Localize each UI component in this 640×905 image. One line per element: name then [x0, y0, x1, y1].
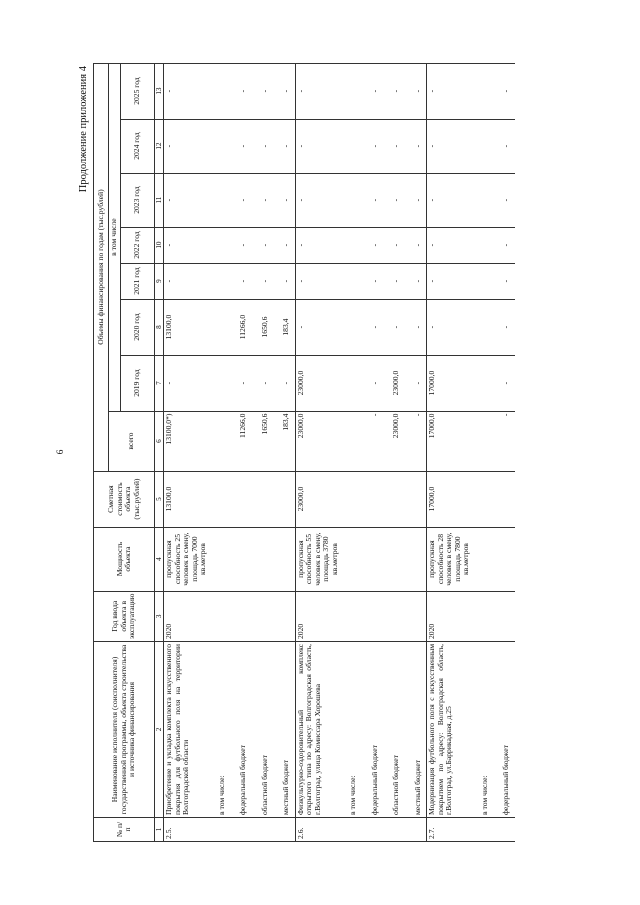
commission-year: 2020	[427, 591, 472, 641]
empty-cell	[383, 527, 405, 591]
header-capacity: Мощность объекта	[94, 527, 155, 591]
budget-year-value: 11266,0	[230, 299, 252, 355]
budget-row	[383, 63, 405, 841]
empty-cell	[273, 818, 295, 842]
empty-cell	[230, 818, 252, 842]
header-year: 2024 год	[121, 119, 155, 173]
budget-total: 23000,0	[383, 411, 405, 471]
empty-cell	[230, 527, 252, 591]
budget-year-value: -	[362, 63, 384, 119]
table-body	[164, 63, 515, 841]
header-estimate: Сметная стоимость объекта (тыс.рублей)	[94, 471, 155, 527]
header-num: № п/п	[94, 818, 155, 842]
header-year-commission: Год ввода объекта в эксплуатацию	[94, 591, 155, 641]
year-value: -	[427, 299, 472, 355]
including-label: в том числе:	[472, 642, 494, 818]
empty-cell	[340, 63, 362, 119]
header-year: 2022 год	[121, 227, 155, 263]
column-number: 10	[155, 227, 164, 263]
budget-year-value: -	[362, 263, 384, 299]
empty-cell	[230, 591, 252, 641]
empty-cell	[340, 227, 362, 263]
budget-total: 1650,6	[252, 411, 274, 471]
empty-cell	[340, 411, 362, 471]
budget-year-value: -	[405, 173, 427, 227]
year-value: -	[295, 119, 340, 173]
budget-year-value: -	[383, 119, 405, 173]
rotated-page-content	[56, 62, 640, 842]
empty-cell	[340, 263, 362, 299]
budget-year-value: -	[273, 173, 295, 227]
empty-cell	[383, 818, 405, 842]
empty-cell	[472, 263, 494, 299]
year-value: -	[295, 263, 340, 299]
year-value: -	[295, 227, 340, 263]
budget-year-value: 23000,0	[383, 355, 405, 411]
header-including: в том числе	[109, 63, 121, 411]
empty-cell	[340, 818, 362, 842]
including-row	[472, 63, 494, 841]
budget-year-value: 1650,6	[252, 299, 274, 355]
total-financing: 23000,0	[295, 411, 340, 471]
budget-year-value: -	[405, 299, 427, 355]
including-row	[340, 63, 362, 841]
header-year: 2023 год	[121, 173, 155, 227]
budget-year-value: -	[362, 227, 384, 263]
empty-cell	[209, 591, 231, 641]
year-value: -	[164, 227, 209, 263]
budget-year-value: -	[273, 119, 295, 173]
budget-label: областной бюджет	[383, 642, 405, 818]
header-financing: Объемы финансирования по годам (тыс.рублей)	[94, 63, 109, 471]
total-financing: 13100,0*)	[164, 411, 209, 471]
budget-row	[230, 63, 252, 841]
year-value: -	[427, 263, 472, 299]
empty-cell	[472, 173, 494, 227]
year-value: 23000,0	[295, 355, 340, 411]
year-value: -	[427, 227, 472, 263]
empty-cell	[405, 471, 427, 527]
empty-cell	[493, 818, 515, 842]
budget-year-value: -	[362, 119, 384, 173]
column-number: 6	[155, 411, 164, 471]
budget-total: -	[405, 411, 427, 471]
empty-cell	[273, 591, 295, 641]
row-number: 2.7.	[427, 818, 472, 842]
budget-year-value: -	[493, 63, 515, 119]
budget-total: 183,4	[273, 411, 295, 471]
empty-cell	[493, 527, 515, 591]
budget-label: местный бюджет	[273, 642, 295, 818]
empty-cell	[209, 355, 231, 411]
header-total: всего	[109, 411, 155, 471]
year-value: -	[164, 119, 209, 173]
budget-year-value: -	[273, 355, 295, 411]
year-value: -	[427, 173, 472, 227]
budget-year-value: -	[273, 263, 295, 299]
column-number: 9	[155, 263, 164, 299]
column-number: 11	[155, 173, 164, 227]
empty-cell	[472, 355, 494, 411]
year-value: -	[295, 173, 340, 227]
empty-cell	[340, 355, 362, 411]
column-number: 8	[155, 299, 164, 355]
budget-year-value: -	[252, 173, 274, 227]
empty-cell	[362, 471, 384, 527]
empty-cell	[230, 471, 252, 527]
budget-year-value: -	[230, 355, 252, 411]
budget-year-value: -	[493, 227, 515, 263]
column-number: 7	[155, 355, 164, 411]
page-number: 6	[56, 449, 66, 455]
object-capacity: пропускная способность 28 человек в смену, площадь 7800 кв.метров	[427, 527, 472, 591]
budget-year-value: -	[493, 173, 515, 227]
empty-cell	[472, 119, 494, 173]
header-year: 2019 год	[121, 355, 155, 411]
budget-year-value: -	[405, 119, 427, 173]
empty-cell	[209, 119, 231, 173]
table-row	[295, 63, 340, 841]
table-row	[164, 63, 209, 841]
empty-cell	[472, 471, 494, 527]
empty-cell	[340, 299, 362, 355]
including-label: в том числе:	[209, 642, 231, 818]
empty-cell	[472, 63, 494, 119]
column-number: 13	[155, 63, 164, 119]
budget-label: федеральный бюджет	[230, 642, 252, 818]
empty-cell	[209, 527, 231, 591]
budget-year-value: -	[383, 173, 405, 227]
empty-cell	[472, 299, 494, 355]
empty-cell	[472, 227, 494, 263]
estimate-cost: 23000,0	[295, 471, 340, 527]
budget-year-value: -	[493, 355, 515, 411]
budget-year-value: -	[405, 63, 427, 119]
budget-year-value: -	[273, 227, 295, 263]
header-year: 2020 год	[121, 299, 155, 355]
budget-label: местный бюджет	[405, 642, 427, 818]
empty-cell	[405, 591, 427, 641]
row-number: 2.5.	[164, 818, 209, 842]
including-row	[209, 63, 231, 841]
empty-cell	[273, 471, 295, 527]
empty-cell	[340, 173, 362, 227]
appendix-title: Продолжение приложения 4	[78, 66, 89, 193]
commission-year: 2020	[164, 591, 209, 641]
budget-year-value: -	[252, 227, 274, 263]
budget-label: федеральный бюджет	[362, 642, 384, 818]
empty-cell	[209, 471, 231, 527]
total-financing: 17000,0	[427, 411, 472, 471]
estimate-cost: 17000,0	[427, 471, 472, 527]
budget-year-value: -	[252, 355, 274, 411]
empty-cell	[383, 471, 405, 527]
budget-label: областной бюджет	[252, 642, 274, 818]
table-row	[427, 63, 472, 841]
budget-total: -	[362, 411, 384, 471]
budget-year-value: -	[230, 227, 252, 263]
budget-year-value: -	[362, 173, 384, 227]
budget-year-value: -	[493, 299, 515, 355]
empty-cell	[362, 527, 384, 591]
year-value: -	[164, 355, 209, 411]
budget-total: -	[493, 411, 515, 471]
column-number: 1	[155, 818, 164, 842]
empty-cell	[405, 818, 427, 842]
column-number: 12	[155, 119, 164, 173]
year-value: -	[427, 119, 472, 173]
empty-cell	[273, 527, 295, 591]
column-number: 4	[155, 527, 164, 591]
estimate-cost: 13100,0	[164, 471, 209, 527]
budget-year-value: -	[362, 355, 384, 411]
budget-row	[273, 63, 295, 841]
budget-year-value: -	[230, 263, 252, 299]
empty-cell	[383, 591, 405, 641]
object-name: Модернизация футбольного поля с искусственным покрытием по адресу: Волгоградская область, г.Волгоград, ул.Баррикадная, д.25	[427, 642, 472, 818]
empty-cell	[209, 173, 231, 227]
budget-year-value: -	[252, 263, 274, 299]
empty-cell	[340, 591, 362, 641]
empty-cell	[340, 527, 362, 591]
empty-cell	[362, 818, 384, 842]
budget-year-value: -	[273, 63, 295, 119]
empty-cell	[340, 471, 362, 527]
empty-cell	[252, 818, 274, 842]
empty-cell	[472, 591, 494, 641]
budget-row	[405, 63, 427, 841]
empty-cell	[493, 591, 515, 641]
column-numbers-row	[155, 63, 164, 841]
empty-cell	[252, 527, 274, 591]
table-header	[94, 63, 164, 841]
header-name: Наименование исполнителя (соисполнителя) государственной программы, объекта строительства и источника финансирования	[94, 642, 155, 818]
year-value: -	[164, 63, 209, 119]
budget-year-value: -	[405, 263, 427, 299]
financing-table	[93, 63, 515, 842]
empty-cell	[252, 471, 274, 527]
header-year: 2021 год	[121, 263, 155, 299]
empty-cell	[472, 527, 494, 591]
empty-cell	[472, 411, 494, 471]
column-number: 2	[155, 642, 164, 818]
year-value: 17000,0	[427, 355, 472, 411]
row-number: 2.6.	[295, 818, 340, 842]
budget-year-value: -	[252, 63, 274, 119]
object-capacity: пропускная способность 25 человек в смену, площадь 7000 кв.метров	[164, 527, 209, 591]
year-value: -	[164, 173, 209, 227]
empty-cell	[209, 299, 231, 355]
empty-cell	[405, 527, 427, 591]
budget-year-value: -	[230, 63, 252, 119]
year-value: -	[427, 63, 472, 119]
object-capacity: пропускная способность 55 человек в смену, площадь 3780 кв.метров	[295, 527, 340, 591]
budget-year-value: -	[383, 227, 405, 263]
budget-year-value: -	[493, 263, 515, 299]
object-name: Приобретение и укладка комплекта искусственного покрытия для футбольного поля на территории Волгоградской области	[164, 642, 209, 818]
budget-year-value: -	[230, 173, 252, 227]
empty-cell	[209, 263, 231, 299]
empty-cell	[252, 591, 274, 641]
empty-cell	[362, 591, 384, 641]
including-label: в том числе:	[340, 642, 362, 818]
empty-cell	[209, 63, 231, 119]
budget-total: 11266,0	[230, 411, 252, 471]
budget-label: федеральный бюджет	[493, 642, 515, 818]
budget-year-value: -	[405, 227, 427, 263]
column-number: 3	[155, 591, 164, 641]
empty-cell	[340, 119, 362, 173]
budget-year-value: -	[493, 119, 515, 173]
budget-year-value: -	[230, 119, 252, 173]
empty-cell	[209, 411, 231, 471]
year-value: 13100,0	[164, 299, 209, 355]
budget-year-value: -	[252, 119, 274, 173]
empty-cell	[472, 818, 494, 842]
year-value: -	[295, 63, 340, 119]
empty-cell	[209, 227, 231, 263]
year-value: -	[295, 299, 340, 355]
empty-cell	[493, 471, 515, 527]
object-name: Физкультурно-оздоровительный комплекс открытого типа по адресу: Волгоградская область, г.Волгоград, улица Комиссара Хорошева	[295, 642, 340, 818]
budget-year-value: -	[383, 299, 405, 355]
budget-year-value: -	[405, 355, 427, 411]
header-year: 2025 год	[121, 63, 155, 119]
budget-year-value: 183,4	[273, 299, 295, 355]
budget-year-value: -	[383, 63, 405, 119]
empty-cell	[209, 818, 231, 842]
budget-year-value: -	[362, 299, 384, 355]
budget-row	[362, 63, 384, 841]
column-number: 5	[155, 471, 164, 527]
budget-year-value: -	[383, 263, 405, 299]
budget-row	[493, 63, 515, 841]
year-value: -	[164, 263, 209, 299]
budget-row	[252, 63, 274, 841]
commission-year: 2020	[295, 591, 340, 641]
